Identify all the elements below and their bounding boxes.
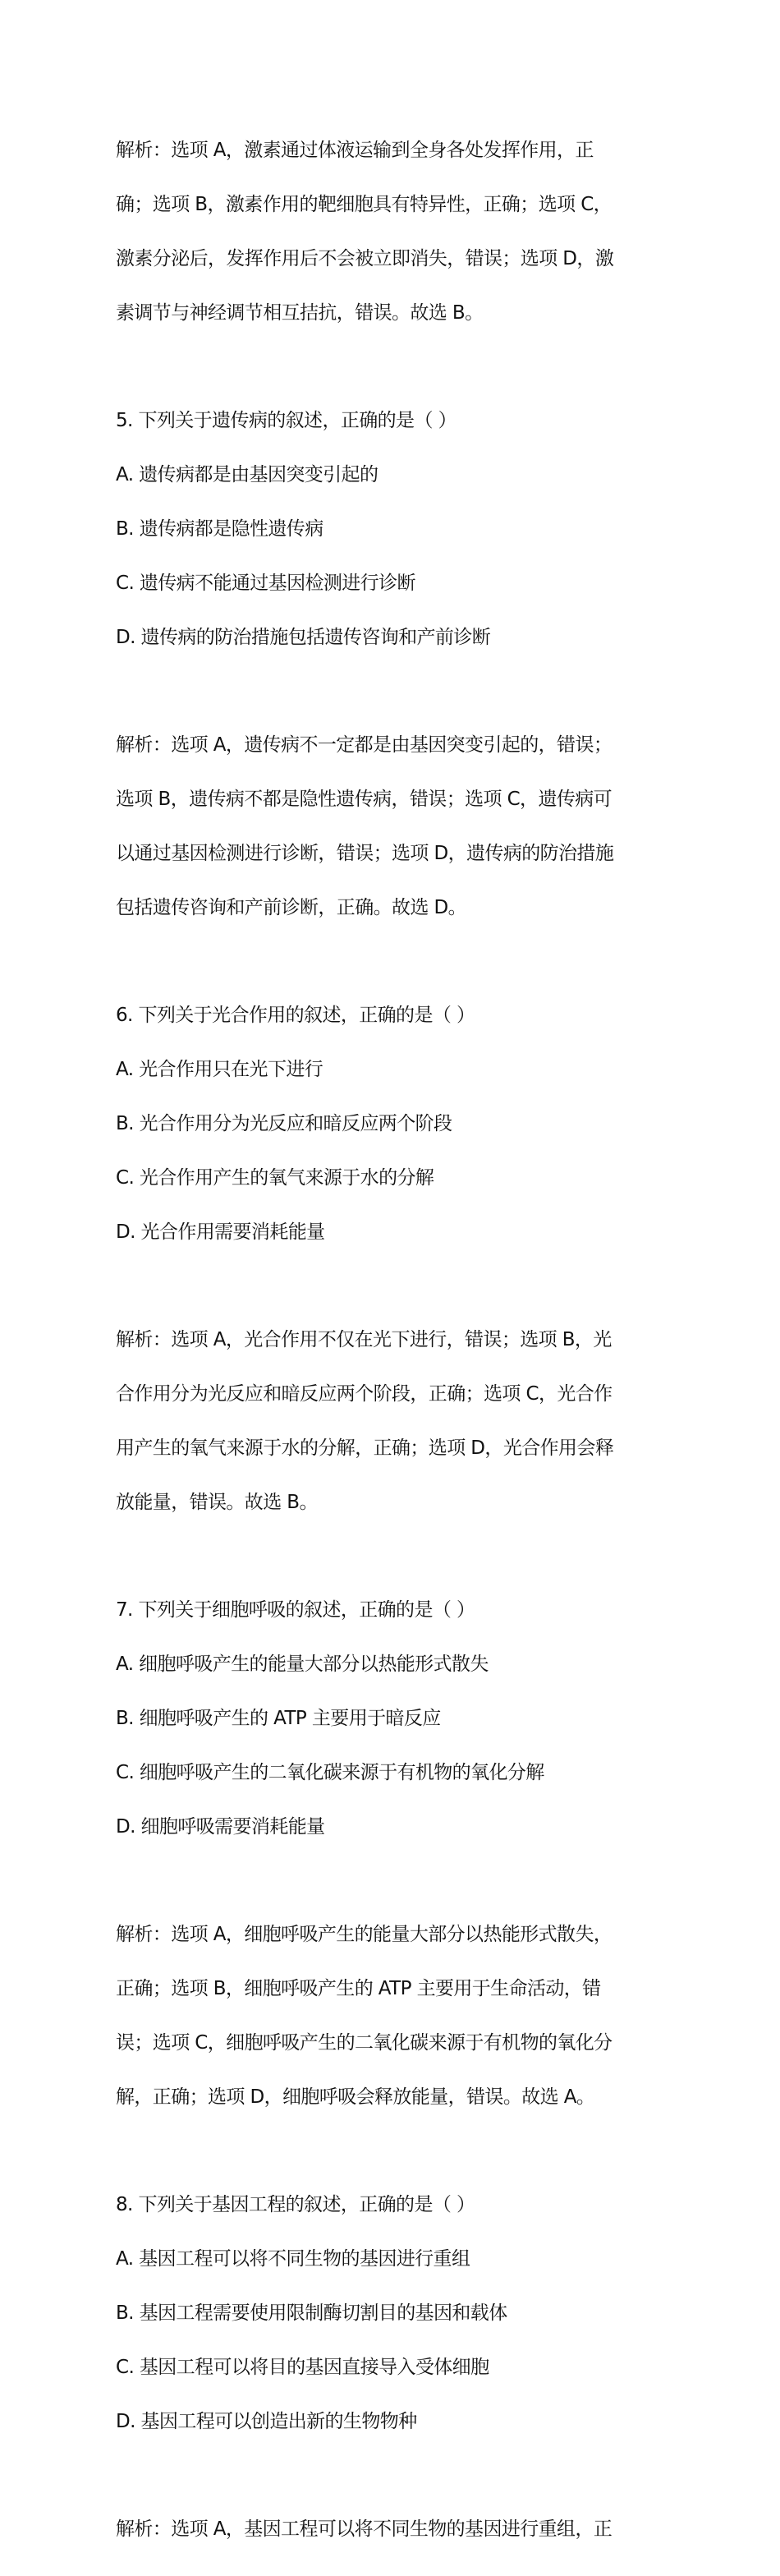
text-line: 解析：选项 A，遗传病不一定都是由基因突变引起的，错误；	[116, 734, 613, 756]
option-d: D. 光合作用需要消耗能量	[116, 1221, 325, 1243]
text-line: 以通过基因检测进行诊断，错误；选项 D，遗传病的防治措施	[116, 843, 614, 864]
option-c: C. 光合作用产生的氧气来源于水的分解	[116, 1167, 434, 1189]
question-stem: 7. 下列关于细胞呼吸的叙述，正确的是（ ）	[116, 1599, 475, 1621]
text-line: 误；选项 C，细胞呼吸产生的二氧化碳来源于有机物的氧化分	[116, 2032, 613, 2054]
text-line: 用产生的氧气来源于水的分解，正确；选项 D，光合作用会释	[116, 1438, 614, 1459]
text-line: 放能量，错误。故选 B。	[116, 1492, 318, 1513]
text-line: 解析：选项 A，光合作用不仅在光下进行，错误；选项 B，光	[116, 1329, 612, 1350]
option-a: A. 细胞呼吸产生的能量大部分以热能形式散失	[116, 1654, 489, 1675]
text-line: 解，正确；选项 D，细胞呼吸会释放能量，错误。故选 A。	[116, 2086, 595, 2108]
document-page	[116, 105, 668, 2574]
question-stem: 8. 下列关于基因工程的叙述，正确的是（ ）	[116, 2194, 475, 2215]
option-a: A. 光合作用只在光下进行	[116, 1059, 323, 1080]
text-line: 正确；选项 B，细胞呼吸产生的 ATP 主要用于生命活动，错	[116, 1978, 601, 1999]
option-c: C. 细胞呼吸产生的二氧化碳来源于有机物的氧化分解	[116, 1762, 544, 1783]
text-line: 解析：选项 A，细胞呼吸产生的能量大部分以热能形式散失，	[116, 1924, 613, 1945]
text-line: 解析：选项 A，激素通过体液运输到全身各处发挥作用，正	[116, 140, 594, 161]
text-line: 解析：选项 A，基因工程可以将不同生物的基因进行重组，正	[116, 2518, 613, 2540]
option-c: C. 遗传病不能通过基因检测进行诊断	[116, 573, 415, 594]
analysis-q8	[116, 2484, 668, 2574]
text-line: 激素分泌后，发挥作用后不会被立即消失，错误；选项 D，激	[116, 248, 614, 269]
option-b: B. 细胞呼吸产生的 ATP 主要用于暗反应	[116, 1708, 441, 1729]
question-5	[116, 375, 668, 683]
analysis-q7	[116, 1889, 668, 2142]
text-line: 确；选项 B，激素作用的靶细胞具有特异性，正确；选项 C，	[116, 194, 613, 215]
text-line: 合作用分为光反应和暗反应两个阶段，正确；选项 C，光合作	[116, 1383, 613, 1405]
option-a: A. 基因工程可以将不同生物的基因进行重组	[116, 2248, 470, 2270]
text-line: 素调节与神经调节相互拮抗，错误。故选 B。	[116, 302, 484, 324]
text-line: 选项 B，遗传病不都是隐性遗传病，错误；选项 C，遗传病可	[116, 789, 613, 810]
option-b: B. 遗传病都是隐性遗传病	[116, 518, 323, 540]
option-d: D. 遗传病的防治措施包括遗传咨询和产前诊断	[116, 627, 491, 648]
option-d: D. 基因工程可以创造出新的生物物种	[116, 2411, 417, 2432]
option-d: D. 细胞呼吸需要消耗能量	[116, 1816, 325, 1838]
option-c: C. 基因工程可以将目的基因直接导入受体细胞	[116, 2357, 489, 2378]
question-7	[116, 1565, 668, 1872]
question-stem: 5. 下列关于遗传病的叙述，正确的是（ ）	[116, 410, 457, 431]
option-a: A. 遗传病都是由基因突变引起的	[116, 464, 379, 485]
option-b: B. 基因工程需要使用限制酶切割目的基因和载体	[116, 2302, 507, 2324]
text-line: 包括遗传咨询和产前诊断，正确。故选 D。	[116, 897, 467, 918]
question-8	[116, 2160, 668, 2467]
analysis-q4	[116, 105, 668, 358]
question-6	[116, 970, 668, 1277]
analysis-q5	[116, 700, 668, 953]
analysis-q6	[116, 1295, 668, 1548]
question-stem: 6. 下列关于光合作用的叙述，正确的是（ ）	[116, 1005, 475, 1026]
option-b: B. 光合作用分为光反应和暗反应两个阶段	[116, 1113, 452, 1134]
